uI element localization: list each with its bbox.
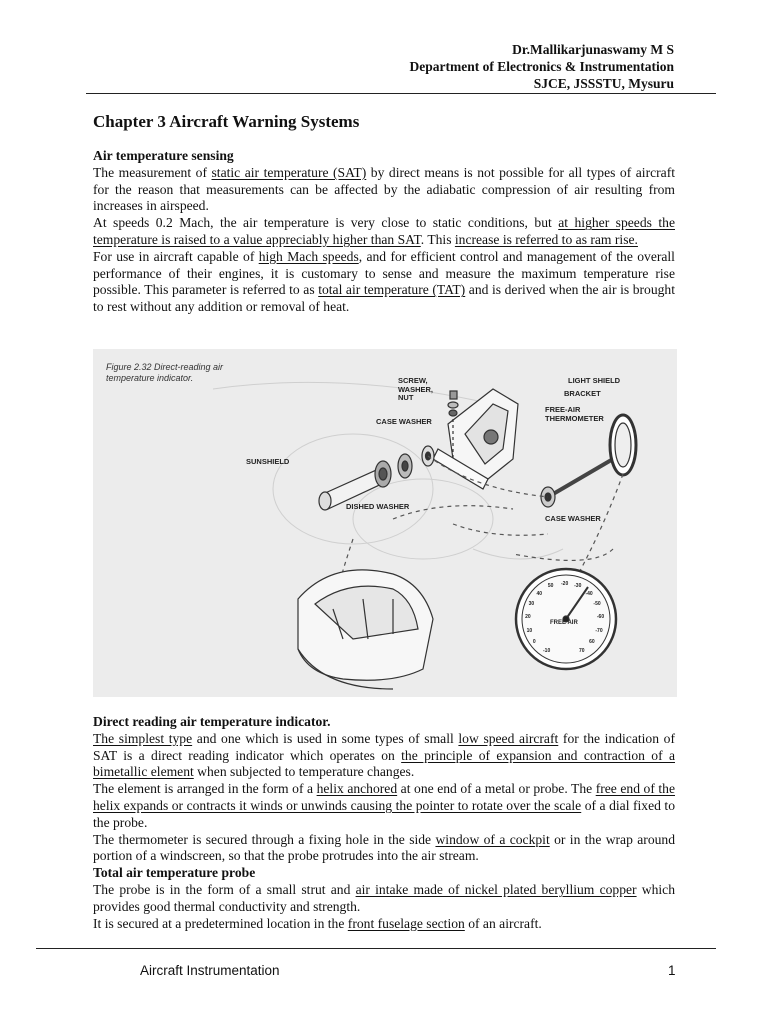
dial-tick-label: 70 [579,648,585,655]
header-rule [86,93,716,94]
paragraph: The probe is in the form of a small strut and air intake made of nickel plated beryllium copper which provides good thermal conductivity and strength. [93,881,676,914]
section-direct-reading-indicator [93,714,675,932]
label-sunshield: SUNSHIELD [246,457,290,466]
dial-label: FREE AIR [550,620,578,626]
dial-tick-label: 0 [532,639,536,646]
dial-tick-label: 10 [526,627,533,634]
institution-name: SJCE, JSSSTU, Mysuru [533,76,674,91]
label-dished-washer: DISHED WASHER [346,502,410,511]
paragraph: The simplest type and one which is used in some types of small low speed aircraft for the indication of SAT is a direct reading indicator which operates on the principle of expansion and contraction of a bimetallic element when subjected to temperature changes. [93,730,675,780]
paragraph: It is secured at a predetermined location in the front fuselage section of an aircraft. [93,915,542,931]
dial-tick-label: 30 [528,601,535,608]
label-bracket: BRACKET [564,389,601,398]
dial-tick-label: 20 [525,614,531,621]
label-screw-washer-nut: SCREW, WASHER, NUT [398,376,434,402]
paragraph: At speeds 0.2 Mach, the air temperature is very close to static conditions, but at higher speeds the temperature is raised to a value appreciably higher than SAT. This increase is referred to as ram rise. [93,215,675,247]
chapter-title: Chapter 3 Aircraft Warning Systems [93,112,360,131]
dial-tick-label: -40 [585,590,593,597]
dial-tick-label: 50 [547,583,554,590]
dial-tick-label: -50 [593,601,601,608]
label-case-washer: CASE WASHER [376,417,432,426]
section-heading: Direct reading air temperature indicator. [93,714,331,729]
cockpit-drawing [298,570,433,689]
dial-tick-label: 60 [589,639,595,646]
page-header [410,41,674,92]
label-case-washer: CASE WASHER [545,514,601,523]
section-heading: Air temperature sensing [93,148,234,163]
footer-rule [36,948,716,949]
dial-tick-label: -30 [574,583,582,590]
free-air-thermometer-drawing [548,415,636,497]
dial-tick-label: -70 [595,627,603,634]
label-light-shield: LIGHT SHIELD [568,376,621,385]
department-name: Department of Electronics & Instrumentation [409,59,674,74]
paragraph: For use in aircraft capable of high Mach speeds, and for efficient control and management of the overall performance of their engines, it is customary to sense and measure the maximum temperature rise possible. This parameter is referred to as total air temperature (TAT) and is derived when the air is brought to rest without any addition or removal of heat. [93,248,676,315]
dial-tick-label: 40 [536,590,543,597]
dial-tick-label: -10 [543,648,551,655]
section-air-temperature-sensing [93,148,675,316]
page-number: 1 [668,963,676,978]
figure-direct-reading-thermometer [93,349,677,697]
paragraph: The measurement of static air temperature (SAT) by direct means is not possible for all types of aircraft for the reason that measurements can be affected by the adiabatic compression of air resulting from increases in airspeed. [93,164,676,214]
dial-tick-label: -60 [596,614,605,621]
bracket-drawing [433,389,518,489]
paragraph: The element is arranged in the form of a helix anchored at one end of a metal or probe. The free end of the helix expands or contracts it winds or unwinds causing the pointer to rotate over the scale of a dial fixed to the probe. [93,781,675,830]
author-name: Dr.Mallikarjunaswamy M S [512,42,674,57]
section-heading: Total air temperature probe [93,865,256,881]
figure-caption: Figure 2.32 Direct-reading air temperature indicator. [106,362,224,383]
dial-tick-label: -20 [561,581,569,587]
footer-title: Aircraft Instrumentation [140,963,280,978]
label-free-air-thermometer: FREE-AIR THERMOMETER [545,405,604,423]
paragraph: The thermometer is secured through a fixing hole in the side window of a cockpit or in the wrap around portion of a windscreen, so that the probe protrudes into the air stream. [93,831,676,864]
